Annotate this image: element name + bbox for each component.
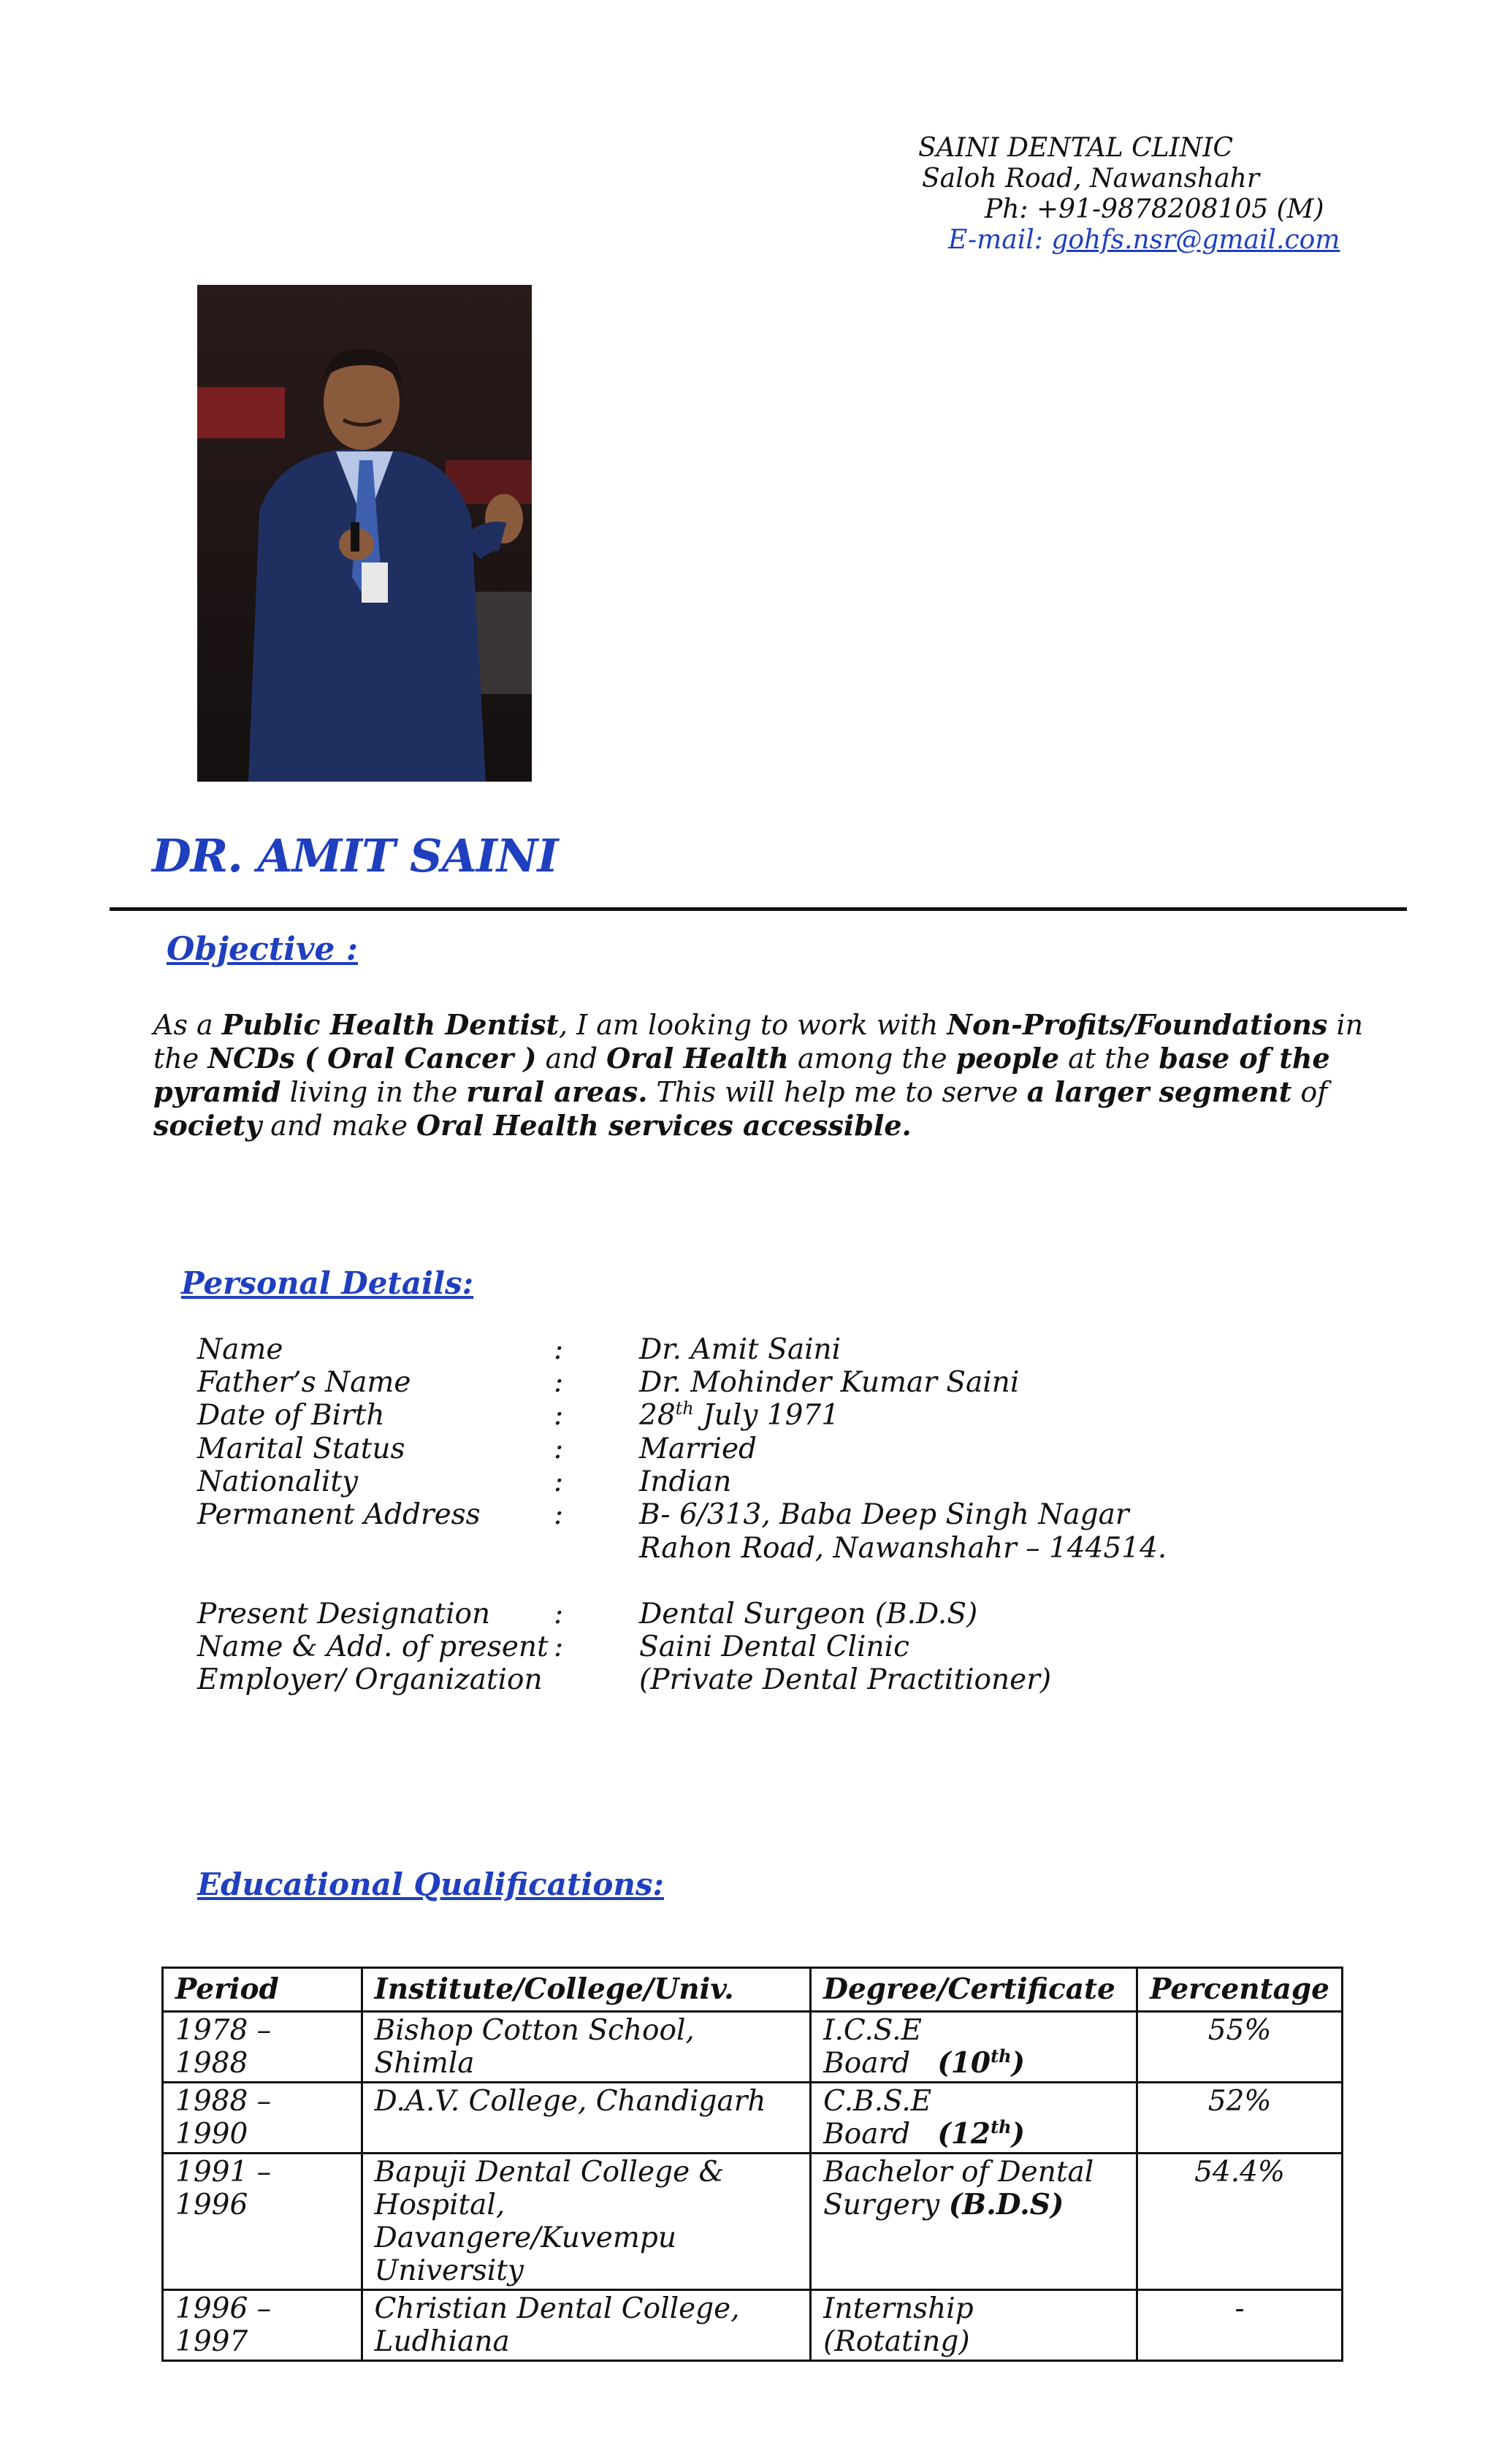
table-row xyxy=(163,2290,1343,2361)
dob-month-year: July 1971 xyxy=(693,1399,840,1432)
objective-paragraph xyxy=(153,1008,1410,1143)
detail-colon: : xyxy=(554,1465,564,1498)
period-cell: 1996 – 1997 xyxy=(163,2290,362,2361)
objective-emphasis: Non-Profits/Foundations xyxy=(947,1008,1328,1041)
education-table-header-row xyxy=(163,1968,1343,2012)
detail-colon: : xyxy=(554,1498,564,1531)
objective-text-run: in the xyxy=(153,1009,1364,1075)
institute-cell: Christian Dental College, Ludhiana xyxy=(362,2290,811,2361)
percentage-cell: 52% xyxy=(1137,2083,1343,2154)
detail-label: Father’s Name xyxy=(197,1366,411,1399)
detail-value: Rahon Road, Nawanshahr – 144514. xyxy=(639,1532,1167,1565)
col-percentage-header: Percentage xyxy=(1137,1968,1343,2012)
objective-emphasis: society xyxy=(153,1109,262,1142)
objective-text-run: , I am looking to work with xyxy=(559,1009,947,1041)
detail-colon: : xyxy=(554,1399,564,1432)
email-label: E-mail: xyxy=(948,225,1043,255)
header-divider xyxy=(110,907,1407,911)
objective-text-run: and xyxy=(536,1042,607,1075)
period-cell: 1978 – 1988 xyxy=(163,2012,362,2083)
degree-cell xyxy=(811,2083,1137,2154)
detail-label: Name xyxy=(197,1333,283,1366)
clinic-name: SAINI DENTAL CLINIC xyxy=(918,133,1234,163)
clinic-address: Saloh Road, Nawanshahr xyxy=(922,164,1260,194)
col-period-header: Period xyxy=(163,1968,362,2012)
col-degree-header: Degree/Certificate xyxy=(811,1968,1137,2012)
objective-emphasis: rural areas. xyxy=(466,1075,648,1108)
education-heading: Educational Qualifications: xyxy=(197,1866,665,1902)
detail-value: Married xyxy=(639,1433,757,1465)
objective-text-run: among the xyxy=(788,1042,956,1075)
degree-ordinal: th xyxy=(991,2045,1012,2067)
objective-emphasis: people xyxy=(955,1042,1060,1075)
detail-colon: : xyxy=(554,1333,564,1366)
detail-value xyxy=(639,1399,839,1433)
degree-cell xyxy=(811,2012,1137,2083)
objective-emphasis: Oral Health xyxy=(606,1042,789,1075)
detail-colon: : xyxy=(554,1598,564,1630)
objective-emphasis: Oral Health services accessible. xyxy=(416,1109,912,1142)
detail-colon: : xyxy=(554,1433,564,1465)
degree-bold-text: (12 xyxy=(937,2117,991,2151)
percentage-cell: 54.4% xyxy=(1137,2154,1343,2290)
degree-text: Internship (Rotating) xyxy=(823,2292,974,2358)
degree-emphasis xyxy=(949,2188,1064,2221)
detail-value: Dr. Amit Saini xyxy=(639,1333,842,1366)
detail-value: (Private Dental Practitioner) xyxy=(639,1663,1052,1696)
detail-label: Marital Status xyxy=(197,1433,405,1465)
objective-emphasis: a larger segment xyxy=(1026,1075,1292,1108)
col-institute-header: Institute/College/Univ. xyxy=(362,1968,811,2012)
degree-bold-end: ) xyxy=(1011,2046,1026,2080)
profile-photo xyxy=(197,285,532,782)
degree-cell xyxy=(811,2290,1137,2361)
objective-text-run: As a xyxy=(153,1009,222,1041)
percentage-cell: 55% xyxy=(1137,2012,1343,2083)
objective-text-run: and make xyxy=(262,1110,417,1142)
degree-text: Bachelor of Dental Surgery xyxy=(823,2156,1094,2221)
institute-cell: D.A.V. College, Chandigarh xyxy=(362,2083,811,2154)
objective-text-run: of xyxy=(1291,1076,1328,1108)
email-link[interactable]: gohfs.nsr@gmail.com xyxy=(1051,225,1340,255)
objective-emphasis: NCDs ( Oral Cancer ) xyxy=(207,1042,537,1075)
detail-label: Permanent Address xyxy=(197,1498,481,1531)
detail-label: Nationality xyxy=(197,1465,359,1498)
degree-ordinal: th xyxy=(991,2116,1012,2137)
objective-text-run: This will help me to serve xyxy=(647,1076,1027,1108)
degree-emphasis xyxy=(937,2117,1025,2151)
degree-text: C.B.S.E Board xyxy=(823,2085,932,2151)
personal-details-list xyxy=(0,1333,1496,1713)
profile-photo-illustration xyxy=(197,285,532,782)
detail-value: Indian xyxy=(639,1465,732,1498)
dob-day: 28 xyxy=(639,1399,676,1432)
degree-emphasis xyxy=(937,2046,1025,2080)
detail-value: Dental Surgeon (B.D.S) xyxy=(639,1598,978,1630)
detail-label: Date of Birth xyxy=(197,1399,385,1432)
detail-label: Name & Add. of present xyxy=(197,1630,549,1663)
personal-details-heading: Personal Details: xyxy=(181,1265,474,1301)
degree-bold-text: (10 xyxy=(937,2046,991,2080)
institute-cell: Bapuji Dental College & Hospital, Davangere/Kuvempu University xyxy=(362,2154,811,2290)
degree-bold-text: (B.D.S) xyxy=(948,2188,1064,2221)
detail-colon: : xyxy=(554,1366,564,1399)
institute-cell: Bishop Cotton School, Shimla xyxy=(362,2012,811,2083)
percentage-cell: - xyxy=(1137,2290,1343,2361)
table-row xyxy=(163,2154,1343,2290)
table-row xyxy=(163,2012,1343,2083)
education-table xyxy=(161,1967,1343,2362)
degree-cell xyxy=(811,2154,1137,2290)
detail-value: Dr. Mohinder Kumar Saini xyxy=(639,1366,1020,1399)
objective-emphasis: base of the pyramid xyxy=(153,1042,1330,1108)
objective-text-run: living in the xyxy=(280,1076,467,1108)
dob-ordinal: th xyxy=(675,1398,694,1419)
objective-emphasis: Public Health Dentist xyxy=(221,1008,560,1041)
period-cell: 1988 – 1990 xyxy=(163,2083,362,2154)
clinic-phone: Ph: +91-9878208105 (M) xyxy=(985,194,1324,224)
detail-label: Present Designation xyxy=(197,1598,491,1630)
period-cell: 1991 – 1996 xyxy=(163,2154,362,2290)
detail-value: B- 6/313, Baba Deep Singh Nagar xyxy=(639,1498,1129,1531)
degree-text: I.C.S.E Board xyxy=(823,2014,922,2080)
table-row xyxy=(163,2083,1343,2154)
detail-value: Saini Dental Clinic xyxy=(639,1630,909,1663)
clinic-email-row xyxy=(948,225,1340,256)
objective-heading: Objective : xyxy=(167,931,358,968)
degree-bold-end: ) xyxy=(1011,2117,1026,2151)
detail-label: Employer/ Organization xyxy=(197,1663,543,1696)
detail-colon: : xyxy=(554,1630,564,1663)
objective-text-run: at the xyxy=(1059,1042,1159,1075)
candidate-name: DR. AMIT SAINI xyxy=(152,829,558,882)
